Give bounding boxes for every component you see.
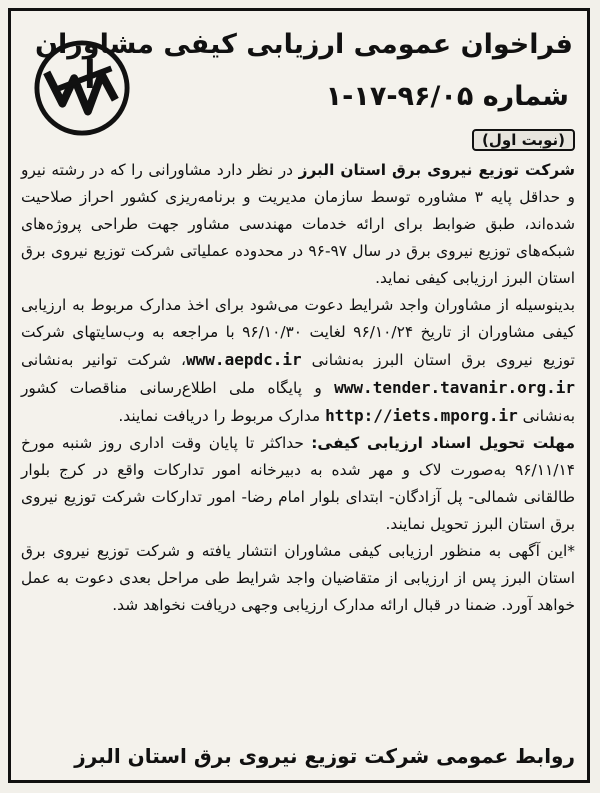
invitation-text-a: بدینوسیله از مشاوران واجد شرایط دعوت می‌شود برای اخذ مدارک مربوط به ارزیابی کیفی مشاوران از تاریخ ۹۶/۱۰/۲۴ لغایت ۹۶/۱۰/۳۰ با مراجعه به وب‌سایتهای شرکت توزیع نیروی برق استان البرز به‌نشانی	[21, 296, 575, 369]
link-iets[interactable]: http://iets.mporg.ir	[325, 406, 518, 425]
paragraph-note: *این آگهی به منظور ارزیابی کیفی مشاوران انتشار یافته و شرکت توزیع نیروی برق استان البرز پس از ارزیابی از متقاضیان واجد شرایط طی مراحل بعدی دعوت به عمل خواهد آورد. ضمنا در قبال ارائه مدارک ارزیابی وجهی دریافت نخواهد شد.	[21, 542, 575, 614]
link-tavanir-tender[interactable]: www.tender.tavanir.org.ir	[334, 378, 575, 397]
tender-number: شماره ۹۶/۰۵-۱۷-۱	[325, 81, 569, 112]
advertisement-frame	[8, 8, 590, 783]
deadline-text: حداکثر تا پایان وقت اداری روز شنبه مورخ ۹۶/۱۱/۱۴ به‌صورت لاک و مهر شده به دبیرخانه امور تدارکات واقع در کرج بلوار طالقانی شمالی- پل آزادگان- ابتدای بلوار امام رضا- امور تدارکات شرکت توزیع نیروی برق استان البرز تحویل نمایند.	[21, 434, 575, 533]
round-badge: (نوبت اول)	[472, 129, 575, 151]
invitation-text-c: و پایگاه ملی اطلاع‌رسانی مناقصات کشور به‌نشانی	[21, 379, 575, 425]
paragraph-intro	[21, 157, 575, 292]
invitation-text-d: مدارک مربوط را دریافت نمایند.	[118, 407, 321, 425]
header	[11, 11, 587, 129]
deadline-label: مهلت تحویل اسناد ارزیابی کیفی:	[311, 434, 575, 452]
link-aepdc[interactable]: www.aepdc.ir	[186, 350, 302, 369]
footer-signature: روابط عمومی شرکت توزیع نیروی برق استان البرز	[74, 744, 575, 768]
paragraph-invitation	[21, 292, 575, 430]
invitation-text-b: ، شرکت توانیر به‌نشانی	[21, 351, 187, 369]
page-title: فراخوان عمومی ارزیابی کیفی مشاوران	[34, 29, 573, 60]
intro-text: در نظر دارد مشاورانی را که در رشته نیرو و حداقل پایه ۳ مشاوره توسط سازمان مدیریت و برنامه‌ریزی کشور احراز صلاحیت شده‌اند، طبق ضوابط برای ارائه خدمات مهندسی مشاور جهت طراحی پروژه‌های شبکه‌های توزیع نیروی برق در سال ۹۷-۹۶ در محدوده عملیاتی شرکت توزیع نیروی برق استان البرز ارزیابی کیفی نماید.	[21, 161, 575, 287]
announcement-body	[21, 157, 575, 619]
company-name: شرکت توزیع نیروی برق استان البرز	[298, 161, 575, 179]
paragraph-deadline	[21, 430, 575, 538]
